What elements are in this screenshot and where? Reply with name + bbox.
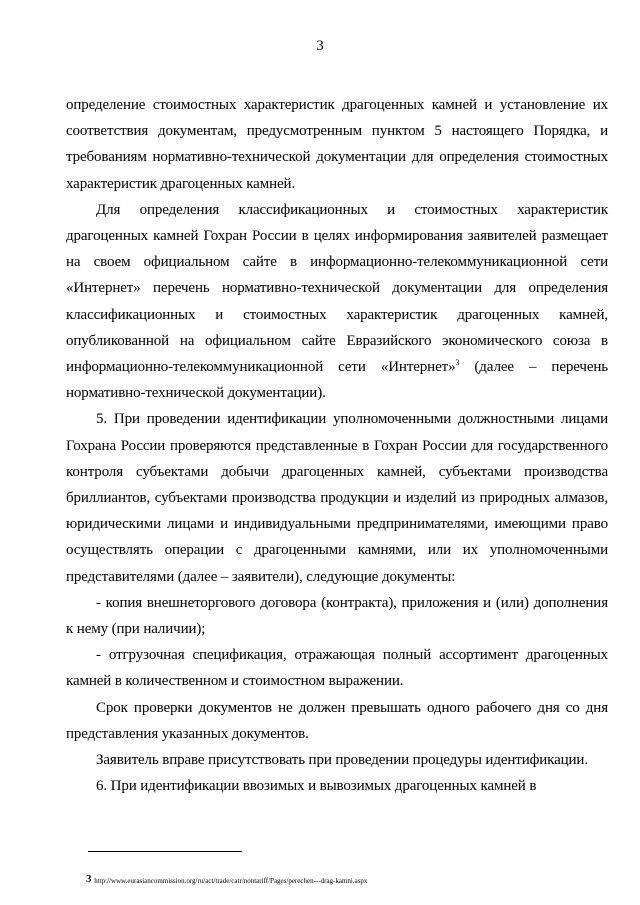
footnote-marker: 3 — [86, 873, 92, 885]
paragraph: 5. При проведении идентификации уполномоченными должностными лицами Гохрана России проверяются представленные в Гохран России для государственного контроля субъектами добычи драгоценных камней, субъектами производства бриллиантов, субъектами производства продукции и изделий из природных алмазов, юридическими лицами и индивидуальными предпринимателями, имеющими право осуществлять операции с драгоценными камнями, или их уполномоченными представителями (далее – заявители), следующие документы: — [66, 411, 608, 585]
list-item: - копия внешнеторгового договора (контракта), приложения и (или) дополнения к нему (при наличии); — [66, 594, 608, 638]
paragraph: определение стоимостных характеристик драгоценных камней и установление их соответствия документам, предусмотренным пунктом 5 настоящего Порядка, и требованиям нормативно-технической документации для определения стоимостных характеристик драгоценных камней. — [66, 97, 608, 192]
document-body — [66, 92, 608, 799]
paragraph: 6. При идентификации ввозимых и вывозимых драгоценных камней в — [96, 778, 537, 795]
footnote-separator — [88, 851, 242, 852]
footnote-link[interactable]: http://www.eurasiancommission.org/ru/act/trade/catr/nontariff/Pages/perechen---drag-kamni.aspx — [94, 877, 368, 885]
paragraph: Заявитель вправе присутствовать при проведении процедуры идентификации. — [96, 752, 588, 769]
footnote — [86, 874, 606, 886]
list-item: - отгрузочная спецификация, отражающая полный ассортимент драгоценных камней в количественном и стоимостном выражении. — [66, 647, 608, 690]
paragraph: Срок проверки документов не должен превышать одного рабочего дня со дня представления указанных документов. — [66, 699, 608, 742]
paragraph — [66, 197, 608, 407]
paragraph-text: Для определения классификационных и стоимостных характеристик драгоценных камней Гохран России в целях информирования заявителей размещает на своем официальном сайте в информационно-телекоммуникационной сети «Интернет» перечень нормативно-технической документации для определения классификационных и стоимостных характеристик драгоценных камней, опубликованной на официальном сайте Евразийского экономического союза в информационно-телекоммуникационной сети «Интернет» — [66, 201, 608, 376]
paragraph-text: (далее – перечень нормативно-технической документации). — [66, 359, 608, 402]
footnote-reference[interactable]: 3 — [455, 358, 460, 368]
page-number: 3 — [316, 38, 324, 54]
